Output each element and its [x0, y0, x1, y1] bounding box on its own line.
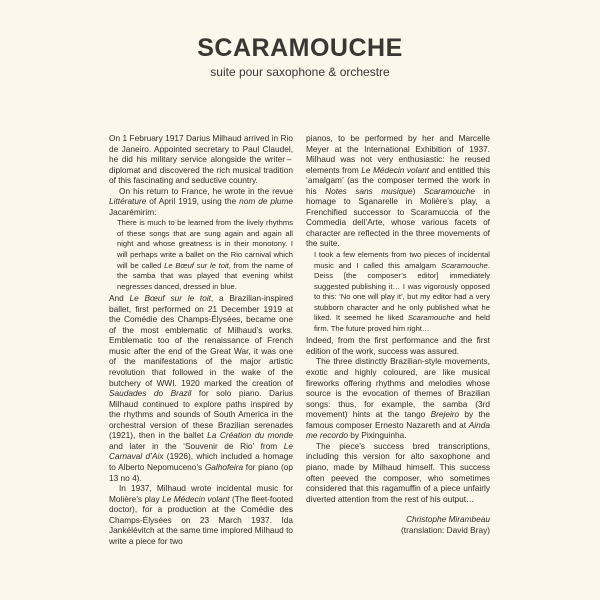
text-run: by Pixinguinha. [347, 430, 407, 441]
text-run: , a Brazilian-inspired ballet, first performed on 21 December 1919 at the Comédie des Champs-Élysées, became one of the most emblematic of Milhaud’s works. Emblematic too of the renaissance of French music after the end of the Great War, it was one of the manifestations of the major artistic revolution that followed in the wake of the butchery of WWI. 1920 marked the creation of [109, 293, 293, 388]
paragraph [109, 133, 293, 186]
text-run: In 1937, Milhaud wrote incidental music for Molière’s play [109, 483, 293, 504]
text-run: and held firm. The future proved him right… [314, 313, 491, 333]
italic-title: Notes sans musique [325, 185, 413, 196]
text-run: The piece’s success bred transcriptions, including this version for alto saxophone and piano, made by Milhaud himself. This success often peeved the composer, who sometimes considered that this ragamuffin of a piece unfairly diverted attention from the rest of his output… [306, 440, 490, 504]
text-run: (1926), which included a homage to Alberto Nepomuceno’s [109, 451, 294, 472]
italic-title: Le Bœuf sur le toit [164, 260, 229, 270]
text-run: On his return to France, he wrote in the revue [119, 185, 293, 196]
text-run: And [109, 293, 130, 304]
italic-title: Le Médecin volant [361, 164, 429, 175]
text-run: in homage to Sganarelle in Molière’s play, a Frenchified successor to Scaramuccia of the Commedia dell’Arte, whose various facets of character are reflected in the three movements of the suite. [306, 185, 490, 249]
italic-title: nom de plume [239, 196, 293, 207]
page-title: SCARAMOUCHE [197, 34, 403, 62]
italic-title: Saudades do Brazil [109, 388, 192, 399]
block-quote [117, 218, 293, 292]
text-run: by the famous composer Ernesto Nazareth and at [306, 409, 490, 430]
paragraph [306, 133, 490, 249]
text-run: for piano (op 13 no 4). [109, 461, 293, 483]
italic-title: Le Carnaval d’Aix [109, 440, 293, 462]
text-run: Indeed, from the first performance and the first edition of the work, success was assured. [306, 335, 490, 356]
text-run: The three distinctly Brazilian-style movements, exotic and highly coloured, are like musical fireworks offering rhythms and melodies whose source is the evocation of themes of Brazilian songs: thus, for example, the samba (3rd movement) hints at the tango [306, 356, 490, 420]
text-run: of April 1919, using the [146, 196, 240, 207]
text-run: and later in the ‘Souvenir de Rio’ from [109, 440, 284, 451]
text-run: Jacarémirim: [109, 206, 157, 217]
paragraph [306, 335, 490, 356]
right-column [306, 133, 490, 535]
italic-title: Scaramouche [407, 313, 455, 323]
italic-title: Galhofeira [204, 461, 244, 472]
text-run: (The fleet-footed doctor), for a production at the Comédie des Champs-Élysées on 23 March 1937. Ida Jankélévitch at the same time implored Milhaud to write a piece for two [109, 493, 294, 546]
italic-title: Scaramouche [423, 185, 476, 196]
signature [306, 514, 490, 535]
italic-title: Ainda me recordo [306, 419, 490, 441]
text-run: for solo piano. Darius Milhaud continued to explore paths inspired by the rhythms and sounds of South America in the orchestral version of these Brazilian serenades (1921), then in the ballet [109, 388, 293, 441]
paragraph [109, 483, 293, 546]
author-name: Christophe Mirambeau [406, 514, 490, 525]
italic-title: Le Bœuf sur le toit [129, 293, 211, 304]
paragraph [306, 441, 490, 504]
text-run: , from the name of the samba that was played that evening whilst negresses danced, dressed in blue. [117, 260, 294, 291]
italic-title: Scaramouche [441, 260, 488, 270]
text-run: I took a few elements from two pieces of incidental music and I called this amalgam [314, 250, 490, 270]
paragraph [109, 186, 293, 218]
text-run: and entitled this ‘amalgam’ (as the composer termed the work in his [306, 164, 490, 196]
italic-title: Littérature [109, 196, 147, 207]
italic-title: Brejeiro [430, 409, 460, 420]
italic-title: Le Médecin volant [162, 493, 230, 504]
paragraph [109, 293, 293, 483]
text-run: ) [412, 185, 424, 196]
page-subtitle: suite pour saxophone & orchestre [210, 65, 390, 79]
block-quote [314, 250, 490, 334]
text-run: There is much to be learned from the lively rhythms of these songs that are sung again and again all night and whose greatness is in their monotony. I will perhaps write a ballet on the Rio carnival which will be called [117, 218, 293, 270]
text-run: pianos, to be performed by her and Marcelle Meyer at the International Exhibition of 1937. Milhaud was not very enthusiastic: he reused elements from [306, 133, 490, 175]
text-run: On 1 February 1917 Darius Milhaud arrived in Rio de Janeiro. Appointed secretary to Paul Claudel, he did his military service alongside the writer – diplomat and discovered the rich musical tradition of this fascinating and seductive country. [109, 133, 293, 186]
translation-credit: (translation: David Bray) [401, 524, 490, 535]
left-column [109, 133, 293, 546]
text-run: . Deiss [the composer’s editor] immediately suggested publishing it… I was vigorously opposed to this: ‘No one will play it’, but my editor had a very stubborn character and he only published what he liked. It seemed he liked [314, 260, 490, 323]
paragraph [306, 356, 490, 440]
italic-title: La Création du monde [207, 430, 293, 441]
